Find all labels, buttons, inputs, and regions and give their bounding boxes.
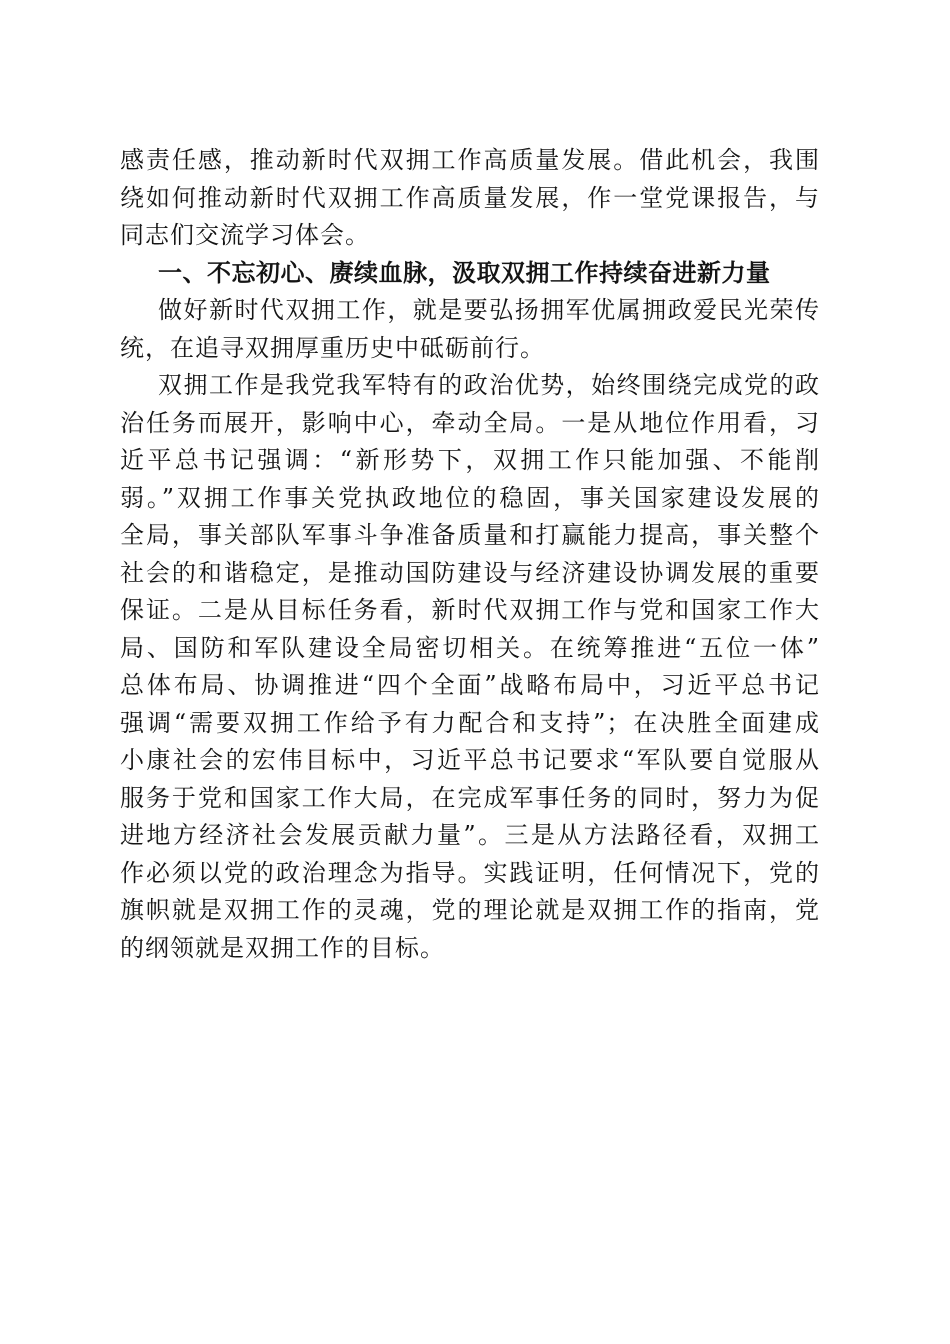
paragraph-line: 进地方经济社会发展贡献力量”。三是从方法路径看，双拥工 — [120, 821, 820, 849]
paragraph-line: 统，在追寻双拥厚重历史中砥砺前行。 — [120, 333, 545, 362]
paragraph-line: 小康社会的宏伟目标中，习近平总书记要求“军队要自觉服从 — [120, 746, 820, 774]
paragraph-1 — [120, 292, 820, 367]
paragraph-line: 的纲领就是双拥工作的目标。 — [120, 933, 445, 962]
paragraph-2 — [120, 367, 820, 967]
paragraph-line: 强调“需要双拥工作给予有力配合和支持”；在决胜全面建成 — [120, 708, 820, 737]
paragraph-line: 总体布局、协调推进“四个全面”战略布局中，习近平总书记 — [120, 671, 820, 699]
paragraph-line: 做好新时代双拥工作，就是要弘扬拥军优属拥政爱民光荣传 — [158, 296, 820, 324]
paragraph-line: 近平总书记强调：“新形势下，双拥工作只能加强、不能削 — [120, 446, 820, 474]
document-body — [120, 142, 820, 967]
paragraph-line: 弱。”双拥工作事关党执政地位的稳固，事关国家建设发展的 — [120, 483, 820, 512]
paragraph-line: 感责任感，推动新时代双拥工作高质量发展。借此机会，我围 — [120, 146, 820, 174]
paragraph-line: 保证。二是从目标任务看，新时代双拥工作与党和国家工作大 — [120, 596, 820, 624]
paragraph-line: 绕如何推动新时代双拥工作高质量发展，作一堂党课报告，与 — [120, 183, 820, 212]
paragraph-line: 旗帜就是双拥工作的灵魂，党的理论就是双拥工作的指南，党 — [120, 896, 820, 924]
paragraph-line: 双拥工作是我党我军特有的政治优势，始终围绕完成党的政 — [158, 371, 820, 399]
paragraph-line: 社会的和谐稳定，是推动国防建设与经济建设协调发展的重要 — [120, 558, 820, 587]
paragraph-line: 作必须以党的政治理念为指导。实践证明，任何情况下，党的 — [120, 858, 820, 887]
paragraph-line: 全局，事关部队军事斗争准备质量和打赢能力提高，事关整个 — [120, 521, 820, 549]
paragraph-line: 治任务而展开，影响中心，牵动全局。一是从地位作用看，习 — [120, 408, 820, 437]
paragraph-line: 局、国防和军队建设全局密切相关。在统筹推进“五位一体” — [120, 633, 820, 662]
paragraph-line: 服务于党和国家工作大局，在完成军事任务的同时，努力为促 — [120, 783, 820, 812]
paragraph-line: 同志们交流学习体会。 — [120, 221, 370, 249]
intro-paragraph — [120, 142, 820, 255]
section-heading: 一、不忘初心、赓续血脉，汲取双拥工作持续奋进新力量 — [158, 258, 771, 287]
